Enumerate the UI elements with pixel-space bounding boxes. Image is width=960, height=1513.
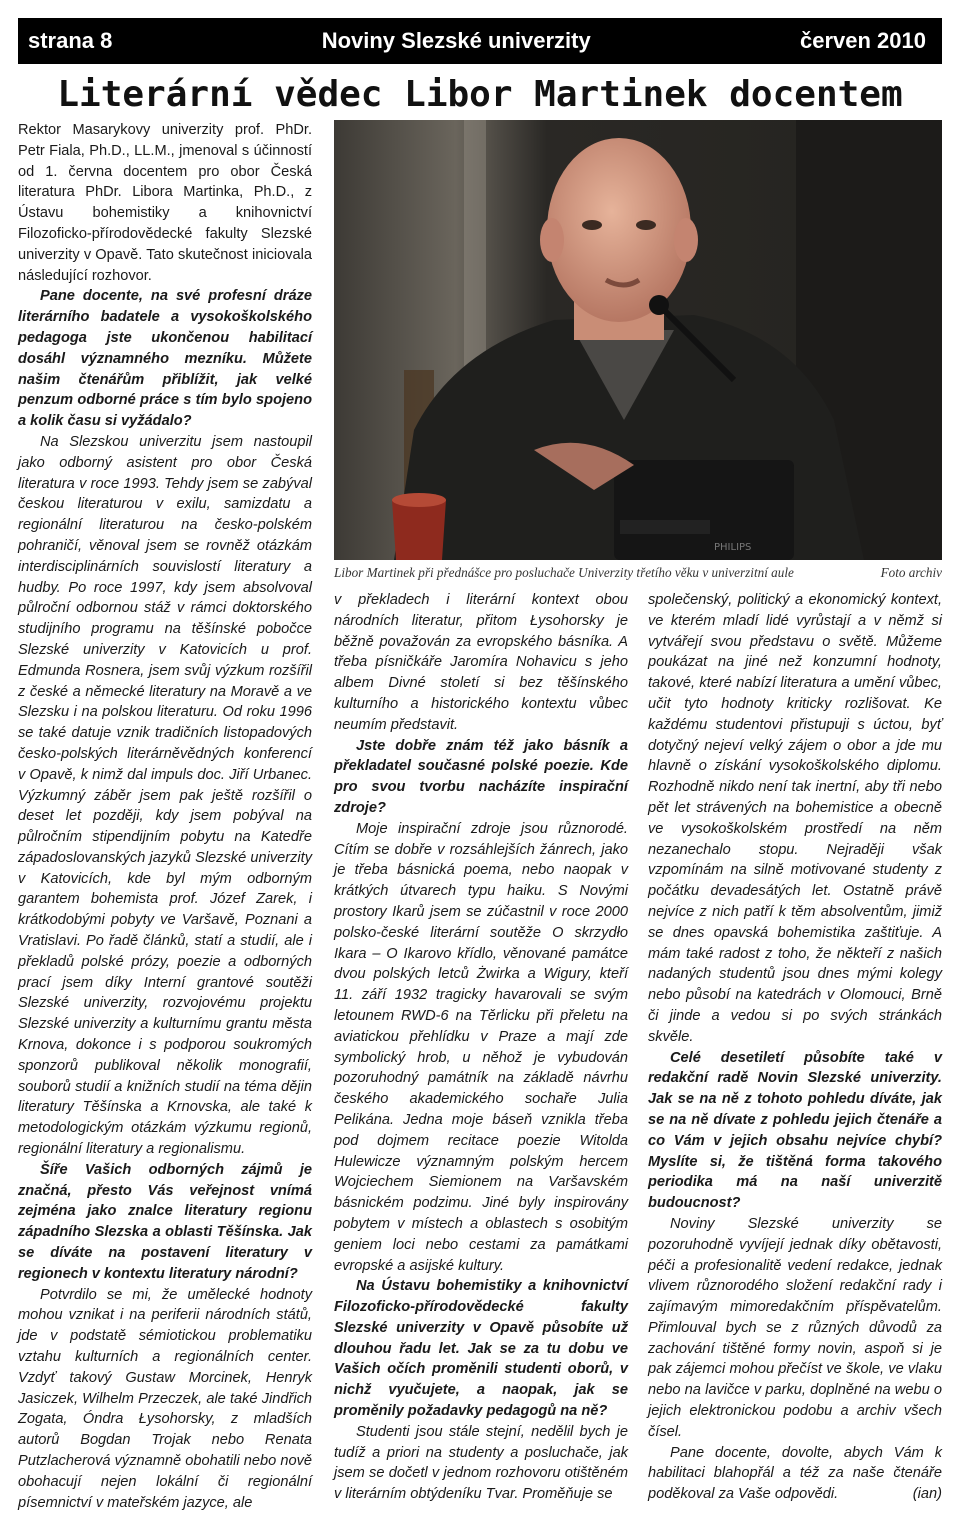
caption-text: Libor Martinek při přednášce pro posluchače Univerzity třetího věku v univerzitní aule (334, 565, 794, 580)
interview-question: Celé desetiletí působíte také v redakční radě Novin Slezské univerzity. Jak se na ně z tohoto pohledu díváte, jak se na ně dívate z pohledu jejich čtenáře a co Vám v jejich obsahu nejvíce chybí? Myslíte si, že tištěná forma takového periodika má na naší univerzitě budoucnost? (648, 1049, 942, 1212)
article-paragraph: Pane docente, dovolte, abych Vám k habilitaci blahopřál a též za naše čtenáře poděkoval za Vaše odpovědi. (ian) (648, 1443, 942, 1505)
issue-date: červen 2010 (799, 28, 926, 53)
article-photo (334, 120, 942, 560)
page-number: strana 8 (28, 28, 113, 53)
article-paragraph: Rektor Masarykovy univerzity prof. PhDr. Petr Fiala, Ph.D., LL.M., jmenoval s účinností od 1. června docentem pro obor Česká literatura PhDr. Libora Martinka, Ph.D., z Ústavu bohemistiky a knihovnictví Filozoficko-přírodovědecké fakulty Slezské univerzity v Opavě. Tato skutečnost iniciovala následující rozhovor. (18, 122, 312, 284)
article-paragraph: Moje inspirační zdroje jsou různorodé. Cítím se dobře v rozsáhlejších žánrech, jako je třeba básnická poema, nebo naopak v krátkých útvarech typu haiku. S Novými prostory Ikarů jsem se zúčastnil v roce 2000 polsko-české literární soutěže O skrzydło Ikara – O Ikarovo křídlo, věnované památce dvou polských letců Żwirka a Wigury, kteří 11. září 1932 tragicky havarovali se svým letounem RWD-6 na Těrlicku při přeletu na aviatickou přehlídku v Praze a mají zde symbolický hrob, u něhož je vybudován pozoruhodný památník na základě návrhu českého akademického sochaře Julia Pelikána. Jedna moje báseň vznikla třeba pod dojmem recitace poezie Witolda Hulewicze významným polským hercem Wojciechem Siemionem na Varšavském básnickém podzimu. Jiné byly inspirovány pobytem v místech a oblastech s osobitým geniem loci nebo cestami za památkami evropské a asijské kultury. (334, 820, 628, 1274)
lecturer-photo-illustration (334, 120, 942, 560)
article-column-2 (334, 590, 628, 1505)
article-column-3 (648, 590, 942, 1505)
article-headline: Literární vědec Libor Martinek docentem (57, 74, 903, 115)
article-paragraph: Na Slezskou univerzitu jsem nastoupil jako odborný asistent pro obor Česká literatura v roce 1993. Tehdy jsem se zabýval českou literaturou v exilu, samizdatu a regionální literaturou na česko-polském pohraničí, věnoval jsem se rovněž otázkám interdisciplinárních souvislostí literatury a hudby. Po roce 1997, kdy jsem absolvoval půlroční odbornou stáž v rámci doktorského studijního programu na těšínské pobočce Slezské univerzity v Katovicích u prof. Edmunda Rosnera, jsem svůj výzkum rozšířil z české a německé literatury na Moravě a ve Slezsku i na polskou literaturu. Od roku 1996 se také datuje vznik tradičních listopadových česko-polských literárněvědných konferencí v Opavě, k nimž dal impuls doc. Jiří Urbanec. Výzkumný záběr jsem pak ještě rozšířil o deset let později, kdy jsem pobýval na půlročním stipendijním pobytu na Katedře západoslovanských jazyků Slezské univerzity v Katovicích, kde byl mým odborným garantem bohemista prof. Józef Zarek, i krátkodobými pobyty ve Varšavě, Poznani a Vratislavi. Po řadě článků, statí a studií, ale i překladů polské prózy, poezie a odborných prací jsem díky Interní grantové soutěži Slezské univerzity, rozvojovému projektu Slezské univerzity a kulturnímu grantu města Krnova, dokonce i s podporou soukromých sponzorů publikoval několik monografií, souborů studií a knižních studií na téma dějin literatury Těšínska a Krnovska, ale také k metodologickým otázkám výzkumu regionů, regionální literatury a regionalismu. (18, 433, 312, 1158)
photo-caption (334, 565, 942, 581)
photo-credit: Foto archiv (880, 565, 942, 580)
mic-brand-label: PHILIPS (714, 542, 752, 553)
article-paragraph: v překladech i literární kontext obou národních literatur, přitom Łysohorsky je běžně považován za evropského básníka. A třeba písničkáře Jaromíra Nohavicu s jeho albem Divné století si bez těšínského kulturního a historického kontextu vůbec neumím představit. (334, 592, 628, 733)
interview-question: Jste dobře znám též jako básník a překladatel současné polské poezie. Kde pro svou tvorbu nacházíte inspirační zdroje? (334, 737, 628, 816)
article-paragraph: Studenti jsou stále stejní, nedělil bych je tudíž a priori na studenty a posluchače, jak jsem se dočetl v jednom rozhovoru otištěném v literárním obtýdeníku Tvar. Proměňuje se (334, 1423, 628, 1503)
article-paragraph: Noviny Slezské univerzity se pozoruhodně vyvíjejí jednak díky obětavosti, péči a profesionalitě vedení redakce, jednak vlivem různorodého složení redakční rady i zajímavým mimoredakčním příspěvatelům. Přimlouval bych se z různých důvodů za zachování tištěné formy novin, aspoň si je pak zájemci mohou přečíst ve škole, ve vlaku nebo na lavičce v parku, doplněné na webu o jejich elektronickou podobu a archiv všech čísel. (648, 1215, 942, 1440)
article-column-1 (18, 120, 312, 1513)
interview-question: Šíře Vašich odborných zájmů je značná, přesto Vás veřejnost vnímá zejména jako znalce literatury regionu západního Slezska a oblasti Těšínska. Jak se díváte na postavení literatury v regionech v kontextu literatury národní? (18, 1161, 312, 1282)
page-header (18, 18, 942, 64)
author-signature: (ian) (912, 1486, 942, 1503)
article-paragraph: Potvrdilo se mi, že umělecké hodnoty mohou vznikat i na periferii národních států, jde v podstatě sémiotickou problematiku vztahu kulturních a regionálních center. Vzdyť takový Gustaw Morcinek, Henryk Jasiczek, Wilhelm Przeczek, ale také Jindřich Zogata, Óndra Łysohorsky, z mladších autorů Bogdan Trojak nebo Renata Putzlacherová významně obohatili nebo nově obohacují nejen lokální či regionální písemnictví v mateřském jazyce, ale (18, 1286, 312, 1511)
article-paragraph: společenský, politický a ekonomický kontext, ve kterém mladí lidé vyrůstají a v němž si vytvářejí svou představu o světě. Můžeme poukázat na jiné než konzumní hodnoty, takové, které nabízí literatura a umění vůbec, učit tyto hodnoty kriticky rozlišovat. Ke každému studentovi přistupuji s úctou, byť dotyčný nejeví velký zájem o obor a jde mu hlavně o získání vysokoškolského diplomu. Rozhodně nikdo není tak inertní, aby tři nebo pět let strávených na bohemistice a obecně ve vysokoškolském prostředí na něm nezanechalo stopu. Nejraději však vzpomínám na silně motivované studenty z počátku devadesátých let. Ostatně právě nejvíce z nich patří k těm absolventům, jimiž se dnes opavská bohemistika zaštiťuje. A mám také radost z toho, že někteří z našich nadaných studentů jsou dnes mými kolegy nebo působí na katedrách v Olomouci, Brně či jinde a vedou si po svých stránkách skvěle. (648, 592, 942, 1045)
interview-question: Na Ústavu bohemistiky a knihovnictví Filozoficko-přírodovědecké fakulty Slezské univerzity v Opavě působíte už dlouhou řadu let. Jak se za tu dobu ve Vašich očích proměnili studenti oborů, v nichž vyučujete, a naopak, jak se proměnily požadavky pedagogů na ně? (334, 1278, 628, 1420)
interview-question: Pane docente, na své profesní dráze literárního badatele a vysokoškolského pedagoga jste ukončenou habilitací dosáhl významného mezníku. Můžete našim čtenářům přiblížit, jak velké penzum odborné práce s tím bylo spojeno a kolik času si vyžádalo? (18, 288, 312, 430)
paper-title: Noviny Slezské univerzity (321, 28, 591, 53)
